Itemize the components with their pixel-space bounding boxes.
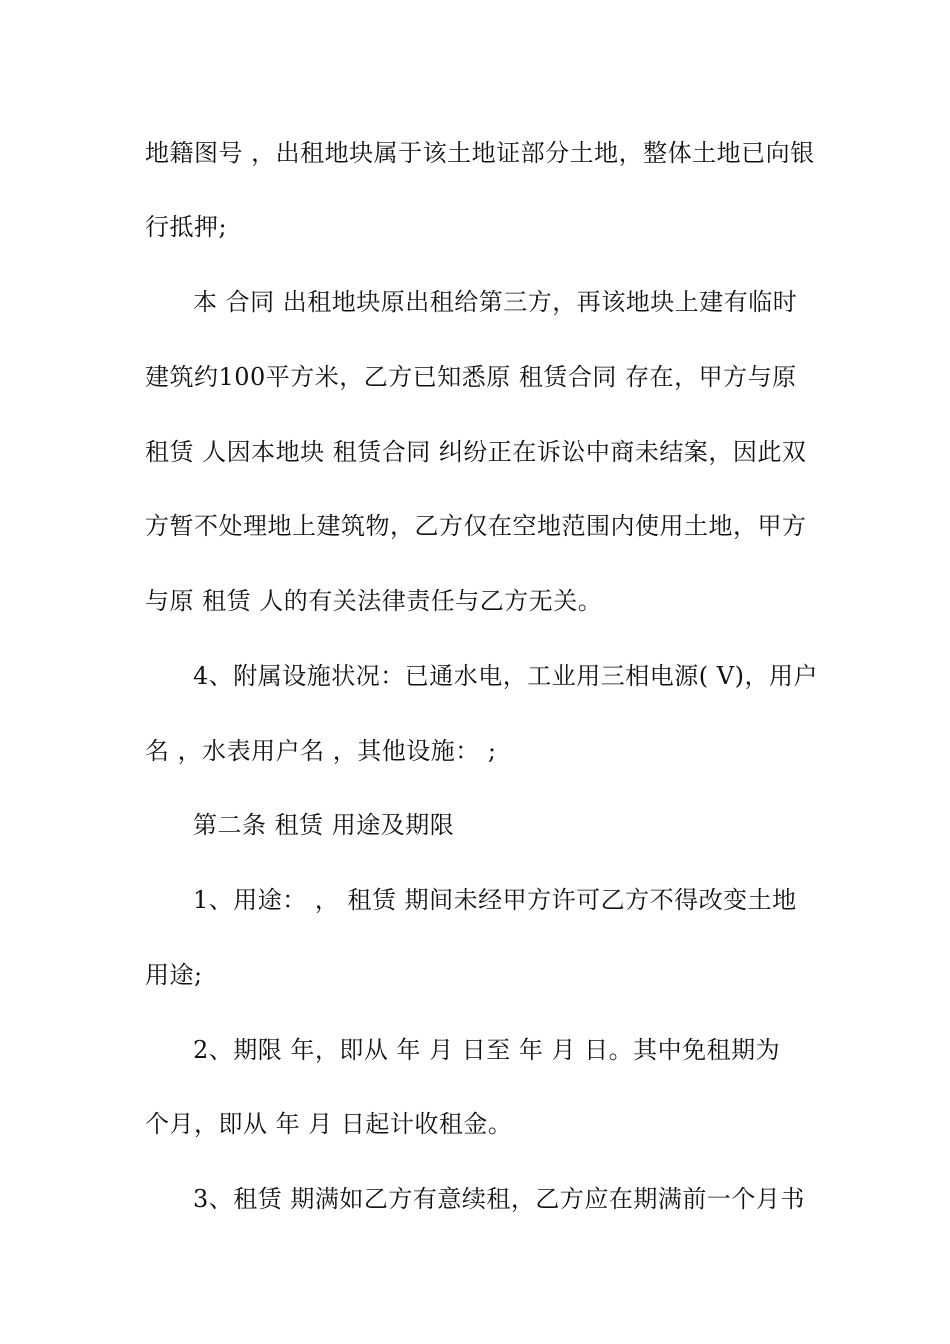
text-line-5: 租赁 人因本地块 租赁合同 纠纷正在诉讼中商未结案，因此双 [145, 438, 807, 466]
text-line-11: 1、用途： ， 租赁 期间未经甲方许可乙方不得改变土地 [193, 886, 797, 914]
text-line-12: 用途; [145, 961, 203, 989]
text-line-6: 方暂不处理地上建筑物，乙方仅在空地范围内使用土地，甲方 [145, 512, 807, 540]
text-line-4: 建筑约100平方米，乙方已知悉原 租赁合同 存在，甲方与原 [145, 363, 797, 391]
text-line-8: 4、附属设施状况：已通水电，工业用三相电源( V)，用户 [193, 662, 818, 690]
text-line-3: 本 合同 出租地块原出租给第三方，再该地块上建有临时 [193, 288, 798, 316]
text-line-9: 名 ，水表用户名 ，其他设施： ; [145, 737, 497, 765]
text-line-2: 行抵押; [145, 213, 228, 241]
text-line-15: 3、租赁 期满如乙方有意续租，乙方应在期满前一个月书 [193, 1185, 805, 1213]
text-line-13: 2、期限 年，即从 年 月 日至 年 月 日。其中免租期为 [193, 1036, 781, 1064]
section-heading: 第二条 租赁 用途及期限 [193, 811, 455, 839]
text-line-7: 与原 租赁 人的有关法律责任与乙方无关。 [145, 587, 603, 615]
text-line-1: 地籍图号 ，出租地块属于该土地证部分土地，整体土地已向银 [145, 139, 815, 167]
text-line-14: 个月，即从 年 月 日起计收租金。 [145, 1110, 513, 1138]
